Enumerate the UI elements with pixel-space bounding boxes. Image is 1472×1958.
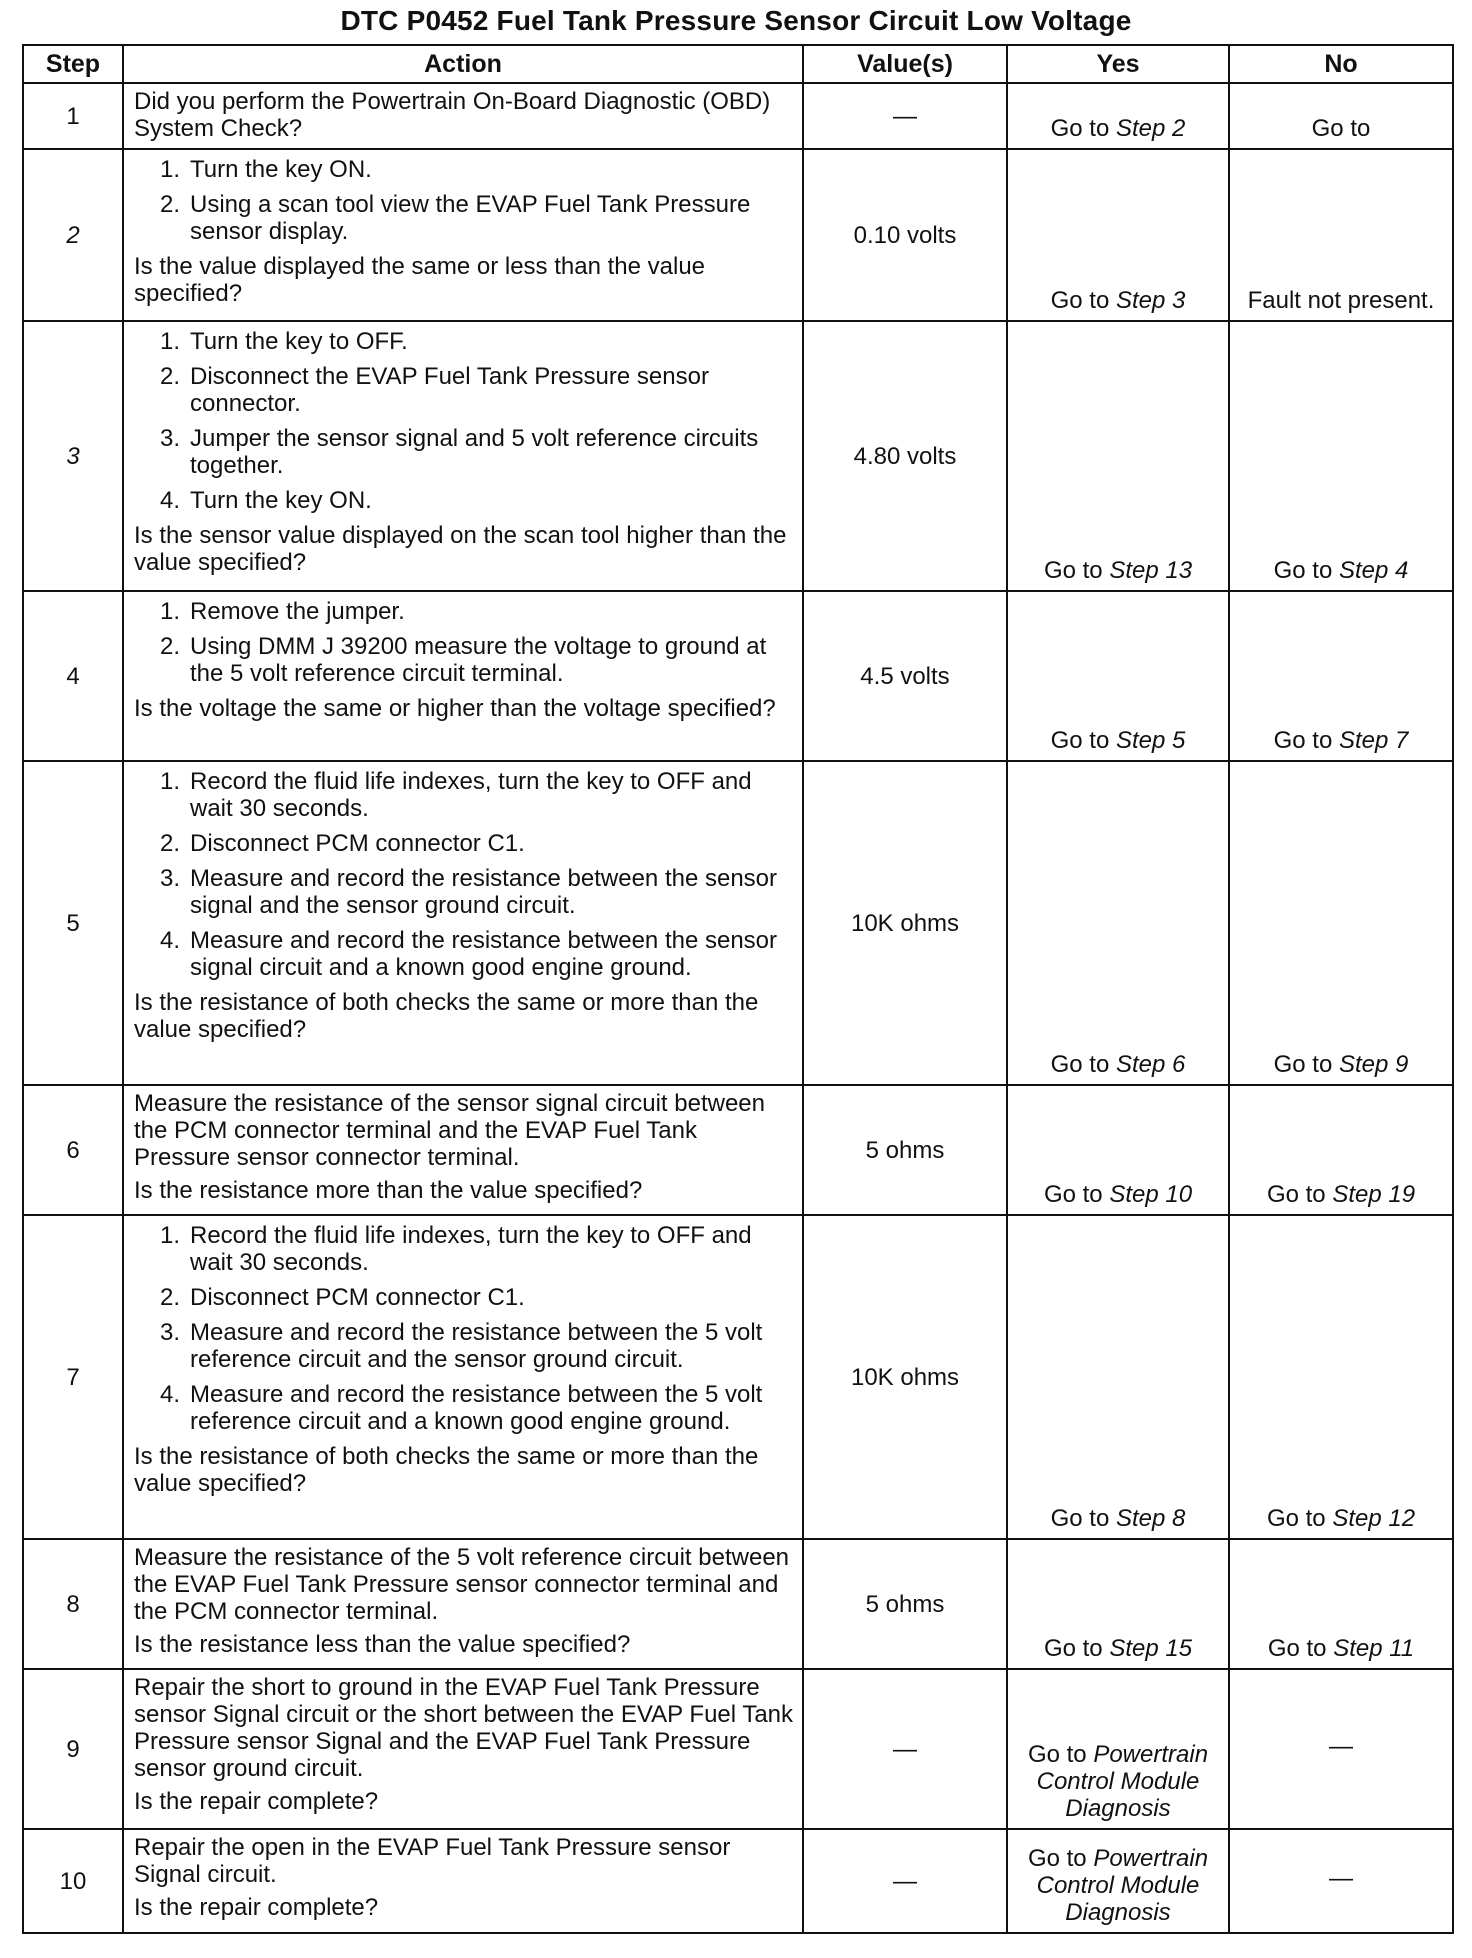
- no-prefix: —: [1329, 1732, 1353, 1760]
- question: Is the sensor value displayed on the scan tool higher than the value specified?: [134, 522, 787, 576]
- no-cell: [1229, 149, 1453, 321]
- list-item: 2. Disconnect PCM connector C1.: [159, 830, 525, 857]
- step-number: 6: [23, 1085, 123, 1215]
- action-cell: [123, 1829, 803, 1933]
- yes-cell: [1007, 83, 1229, 149]
- no-cell: [1229, 591, 1453, 761]
- table-row: [23, 591, 1453, 761]
- action-cell: [123, 761, 803, 1085]
- action-cell: [123, 149, 803, 321]
- no-prefix: Go to: [1266, 1505, 1333, 1532]
- question: Is the resistance of both checks the same or more than the value specified?: [134, 989, 759, 1043]
- header-row: [23, 45, 1453, 83]
- value-cell: 10K ohms: [803, 1215, 1007, 1539]
- question: Is the resistance of both checks the same or more than the value specified?: [134, 1443, 759, 1497]
- question: Is the voltage the same or higher than the voltage specified?: [134, 695, 776, 722]
- list-item: 3. Jumper the sensor signal and 5 volt reference circuits together.: [159, 425, 759, 479]
- action-paragraph: Measure the resistance of the sensor signal circuit between the PCM connector terminal and the EVAP Fuel Tank Pressure sensor connector terminal.: [134, 1090, 765, 1171]
- yes-prefix: Go to: [1050, 1505, 1116, 1532]
- list-item: 1. Record the fluid life indexes, turn the key to OFF and wait 30 seconds.: [159, 1222, 752, 1276]
- yes-prefix: Go to: [1043, 557, 1110, 584]
- no-cell: [1229, 1669, 1453, 1829]
- table-row: [23, 1085, 1453, 1215]
- no-cell: [1229, 321, 1453, 591]
- yes-cell: [1007, 1829, 1229, 1933]
- value-cell: —: [803, 1669, 1007, 1829]
- list-item: 2. Using a scan tool view the EVAP Fuel Tank Pressure sensor display.: [159, 191, 751, 245]
- yes-cell: [1007, 761, 1229, 1085]
- yes-cell: [1007, 1215, 1229, 1539]
- yes-prefix: Go to: [1043, 1181, 1110, 1208]
- yes-prefix: Go to: [1050, 287, 1116, 314]
- step-number: 3: [23, 321, 123, 591]
- yes-step-link: Step 3: [1115, 287, 1186, 314]
- value-cell: —: [803, 1829, 1007, 1933]
- yes-step-link: Step 8: [1115, 1505, 1186, 1532]
- no-prefix: Go to: [1273, 557, 1339, 584]
- list-item: 3. Measure and record the resistance between the sensor signal and the sensor ground circuit.: [159, 865, 778, 919]
- step-number: 4: [23, 591, 123, 761]
- table-row: [23, 1539, 1453, 1669]
- table-row: [23, 321, 1453, 591]
- value-cell: —: [803, 83, 1007, 149]
- yes-cell: [1007, 1085, 1229, 1215]
- no-cell: [1229, 1539, 1453, 1669]
- no-step-link: Step 19: [1332, 1181, 1416, 1208]
- step-number: 7: [23, 1215, 123, 1539]
- step-number: 8: [23, 1539, 123, 1669]
- yes-prefix: Go to: [1043, 1635, 1110, 1662]
- action-paragraph: Did you perform the Powertrain On-Board Diagnostic (OBD) System Check?: [134, 88, 771, 142]
- table-row: [23, 149, 1453, 321]
- yes-prefix: Go to: [1027, 1845, 1094, 1872]
- page-title: DTC P0452 Fuel Tank Pressure Sensor Circuit Low Voltage: [340, 5, 1132, 36]
- no-prefix: Go to: [1273, 1051, 1339, 1078]
- diagnostic-table-wrapper: [22, 44, 1452, 1934]
- list-item: 2. Disconnect the EVAP Fuel Tank Pressure sensor connector.: [159, 363, 709, 417]
- no-step-link: Step 4: [1338, 557, 1409, 584]
- question: Is the repair complete?: [134, 1788, 379, 1815]
- yes-cell: [1007, 321, 1229, 591]
- question: Is the value displayed the same or less than the value specified?: [134, 253, 706, 307]
- yes-cell: [1007, 1669, 1229, 1829]
- yes-step-link: Step 6: [1115, 1051, 1186, 1078]
- yes-cell: [1007, 1539, 1229, 1669]
- value-cell: 5 ohms: [803, 1085, 1007, 1215]
- step-number: 5: [23, 761, 123, 1085]
- no-cell: [1229, 1829, 1453, 1933]
- diagnostic-table: [22, 44, 1454, 1934]
- value-cell: 0.10 volts: [803, 149, 1007, 321]
- header-yes: Yes: [1007, 45, 1229, 83]
- list-item: 3. Measure and record the resistance between the 5 volt reference circuit and the sensor ground circuit.: [159, 1319, 763, 1373]
- list-item: 4. Turn the key ON.: [159, 487, 372, 514]
- yes-prefix: Go to: [1027, 1741, 1094, 1768]
- list-item: 1. Turn the key ON.: [159, 156, 372, 183]
- action-cell: [123, 1539, 803, 1669]
- no-prefix: Fault not present.: [1247, 287, 1435, 314]
- list-item: 2. Using DMM J 39200 measure the voltage to ground at the 5 volt reference circuit terminal.: [159, 633, 767, 687]
- yes-prefix: Go to: [1050, 115, 1116, 142]
- action-cell: [123, 591, 803, 761]
- no-prefix: Go to: [1273, 727, 1339, 754]
- list-item: 1. Record the fluid life indexes, turn the key to OFF and wait 30 seconds.: [159, 768, 752, 822]
- list-item: 1. Remove the jumper.: [159, 598, 405, 625]
- yes-step-link: Step 15: [1109, 1635, 1193, 1662]
- question: Is the resistance more than the value specified?: [134, 1177, 643, 1204]
- value-cell: 5 ohms: [803, 1539, 1007, 1669]
- yes-step-link: Step 13: [1109, 557, 1193, 584]
- no-prefix: Go to: [1311, 115, 1371, 142]
- step-number: 10: [23, 1829, 123, 1933]
- step-number: 2: [23, 149, 123, 321]
- action-cell: [123, 1085, 803, 1215]
- step-number: 9: [23, 1669, 123, 1829]
- question: Is the repair complete?: [134, 1894, 379, 1921]
- value-cell: 10K ohms: [803, 761, 1007, 1085]
- question: Is the resistance less than the value specified?: [134, 1631, 631, 1658]
- list-item: 4. Measure and record the resistance between the sensor signal circuit and a known good engine ground.: [159, 927, 778, 981]
- value-cell: 4.80 volts: [803, 321, 1007, 591]
- value-cell: 4.5 volts: [803, 591, 1007, 761]
- no-prefix: Go to: [1266, 1181, 1333, 1208]
- no-cell: [1229, 83, 1453, 149]
- header-step: Step: [23, 45, 123, 83]
- no-cell: [1229, 761, 1453, 1085]
- yes-step-link: Powertrain Control Module Diagnosis: [1036, 1845, 1209, 1926]
- no-step-link: Step 7: [1338, 727, 1409, 754]
- no-prefix: —: [1329, 1864, 1353, 1892]
- action-paragraph: Repair the open in the EVAP Fuel Tank Pressure sensor Signal circuit.: [134, 1834, 731, 1888]
- yes-step-link: Powertrain Control Module Diagnosis: [1036, 1741, 1209, 1822]
- header-values: Value(s): [803, 45, 1007, 83]
- header-no: No: [1229, 45, 1453, 83]
- action-cell: [123, 321, 803, 591]
- yes-step-link: Step 10: [1109, 1181, 1193, 1208]
- action-cell: [123, 83, 803, 149]
- no-step-link: Step 11: [1333, 1635, 1415, 1662]
- action-cell: [123, 1215, 803, 1539]
- table-row: [23, 83, 1453, 149]
- yes-prefix: Go to: [1050, 1051, 1116, 1078]
- yes-step-link: Step 2: [1115, 115, 1186, 142]
- list-item: 2. Disconnect PCM connector C1.: [159, 1284, 525, 1311]
- table-row: [23, 761, 1453, 1085]
- list-item: 1. Turn the key to OFF.: [159, 328, 408, 355]
- table-row: [23, 1215, 1453, 1539]
- action-paragraph: Measure the resistance of the 5 volt reference circuit between the EVAP Fuel Tank Pressure sensor connector terminal and the PCM connector terminal.: [134, 1544, 790, 1625]
- table-row: [23, 1829, 1453, 1933]
- action-cell: [123, 1669, 803, 1829]
- header-action: Action: [123, 45, 803, 83]
- yes-cell: [1007, 149, 1229, 321]
- table-row: [23, 1669, 1453, 1829]
- action-paragraph: Repair the short to ground in the EVAP Fuel Tank Pressure sensor Signal circuit or the short between the EVAP Fuel Tank Pressure sensor Signal and the EVAP Fuel Tank Pressure sensor ground circuit.: [134, 1674, 794, 1782]
- no-step-link: Step 12: [1332, 1505, 1416, 1532]
- no-prefix: Go to: [1267, 1635, 1334, 1662]
- no-step-link: Step 9: [1338, 1051, 1409, 1078]
- list-item: 4. Measure and record the resistance between the 5 volt reference circuit and a known good engine ground.: [159, 1381, 763, 1435]
- no-cell: [1229, 1085, 1453, 1215]
- step-number: 1: [23, 83, 123, 149]
- no-cell: [1229, 1215, 1453, 1539]
- yes-cell: [1007, 591, 1229, 761]
- yes-step-link: Step 5: [1115, 727, 1186, 754]
- yes-prefix: Go to: [1050, 727, 1116, 754]
